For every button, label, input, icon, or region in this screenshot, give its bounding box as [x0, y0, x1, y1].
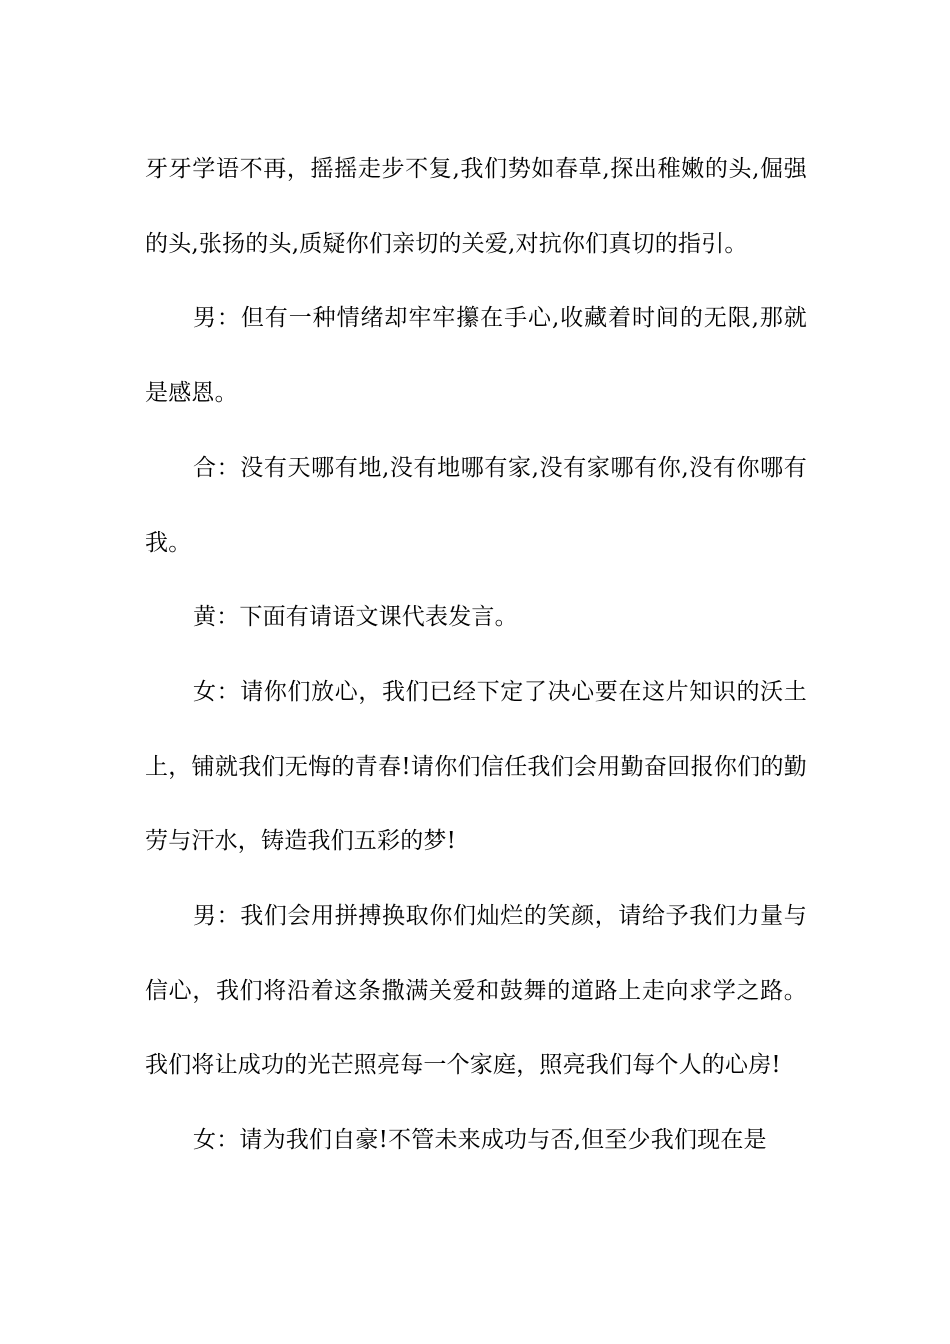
paragraph-3: 合：没有天哪有地,没有地哪有家,没有家哪有你,没有你哪有我。	[145, 454, 807, 556]
document-body	[145, 132, 807, 1178]
paragraph-5: 女：请你们放心，我们已经下定了决心要在这片知识的沃土上，铺就我们无悔的青春!请你们信任我们会用勤奋回报你们的勤劳与汗水，铸造我们五彩的梦!	[145, 678, 807, 855]
paragraph-7: 女：请为我们自豪!不管未来成功与否,但至少我们现在是	[193, 1127, 767, 1154]
paragraph-2: 男：但有一种情绪却牢牢攥在手心,收藏着时间的无限,那就是感恩。	[145, 305, 807, 407]
paragraph-1: 牙牙学语不再，摇摇走步不复,我们势如春草,探出稚嫩的头,倔强的头,张扬的头,质疑你们亲切的关爱,对抗你们真切的指引。	[145, 156, 807, 257]
paragraph-6: 男：我们会用拼搏换取你们灿烂的笑颜，请给予我们力量与信心，我们将沿着这条撒满关爱和鼓舞的道路上走向求学之路。我们将让成功的光芒照亮每一个家庭，照亮我们每个人的心房!	[145, 903, 807, 1079]
paragraph-4: 黄：下面有请语文课代表发言。	[193, 604, 518, 631]
